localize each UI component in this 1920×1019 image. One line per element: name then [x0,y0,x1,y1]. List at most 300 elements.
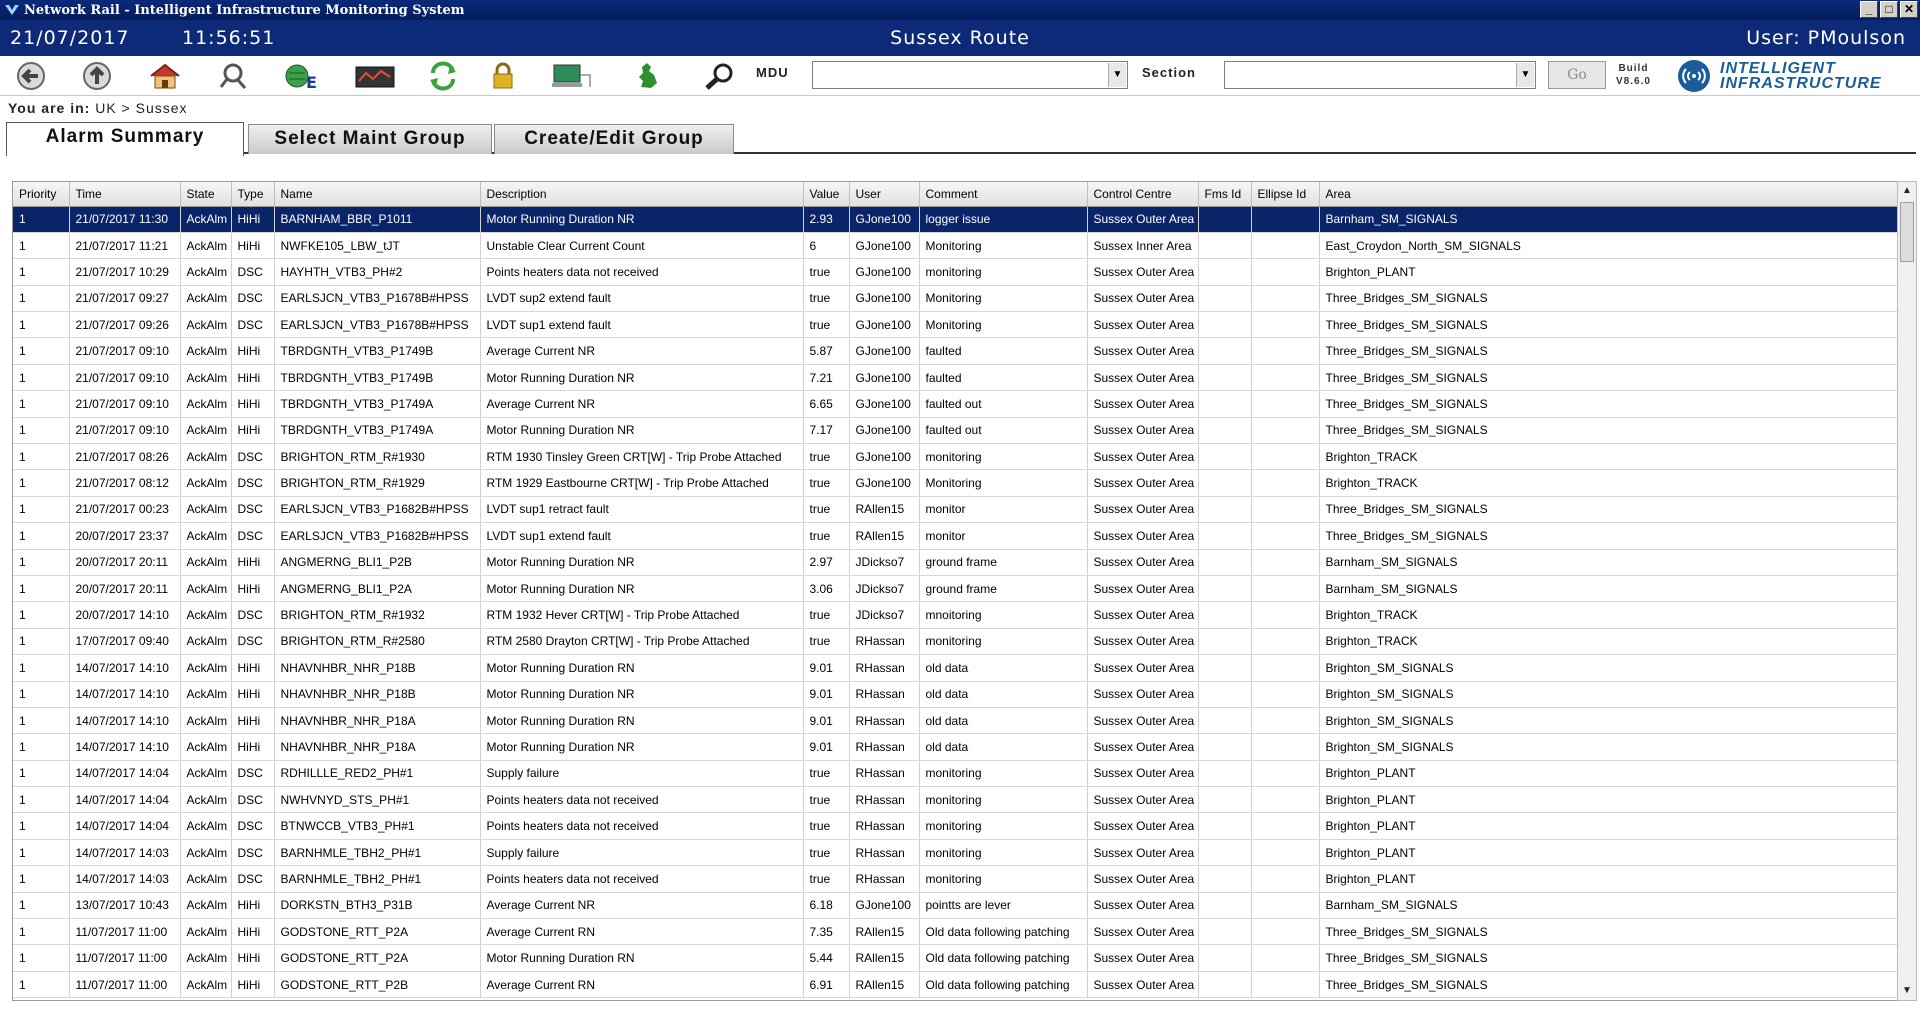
table-cell: 9.01 [803,734,849,760]
table-cell [1251,707,1319,733]
table-row[interactable] [13,338,1897,364]
table-cell: AckAlm [180,312,231,338]
table-cell: Average Current RN [480,971,803,997]
table-cell: HAYHTH_VTB3_PH#2 [274,259,480,285]
table-cell [1251,971,1319,997]
table-cell: Monitoring [919,312,1087,338]
refresh-button[interactable] [420,59,466,93]
table-cell: Sussex Outer Area [1087,602,1198,628]
table-cell: AckAlm [180,919,231,945]
table-cell: AckAlm [180,892,231,918]
table-cell: AckAlm [180,839,231,865]
table-cell: 7.35 [803,919,849,945]
table-cell: RTM 1929 Eastbourne CRT[W] - Trip Probe Attached [480,470,803,496]
table-cell: RTM 1932 Hever CRT[W] - Trip Probe Attached [480,602,803,628]
table-cell: 1 [13,919,69,945]
table-row[interactable] [13,496,1897,522]
table-cell [1198,971,1251,997]
table-cell: ground frame [919,549,1087,575]
table-row[interactable] [13,892,1897,918]
table-cell: GODSTONE_RTT_P2A [274,919,480,945]
table-cell: Brighton_SM_SIGNALS [1319,707,1897,733]
tab-select-maint-group[interactable]: Select Maint Group [248,124,492,154]
table-cell: Sussex Outer Area [1087,628,1198,654]
table-cell: HiHi [231,549,274,575]
table-cell: HiHi [231,707,274,733]
table-cell: EARLSJCN_VTB3_P1682B#HPSS [274,496,480,522]
table-cell: 3.06 [803,575,849,601]
table-row[interactable] [13,602,1897,628]
table-cell: Sussex Outer Area [1087,549,1198,575]
table-cell: 1 [13,839,69,865]
table-cell: 1 [13,523,69,549]
table-cell: Old data following patching [919,945,1087,971]
table-cell [1198,655,1251,681]
column-header[interactable]: Fms Id [1198,182,1251,206]
table-cell: RHassan [849,734,919,760]
table-cell: RAllen15 [849,971,919,997]
vertical-scrollbar[interactable] [1897,181,1917,1001]
wrench-icon [215,61,255,91]
table-cell: faulted out [919,391,1087,417]
table-cell: AckAlm [180,285,231,311]
table-cell [1198,417,1251,443]
table-cell [1198,839,1251,865]
logo-line2: INFRASTRUCTURE [1720,75,1882,92]
table-row[interactable] [13,391,1897,417]
table-cell: RAllen15 [849,919,919,945]
table-cell: BARNHMLE_TBH2_PH#1 [274,866,480,892]
column-header[interactable]: User [849,182,919,206]
table-cell: BRIGHTON_RTM_R#2580 [274,628,480,654]
scroll-down-icon[interactable]: ▼ [1902,985,1912,996]
table-cell: Motor Running Duration NR [480,681,803,707]
search-button[interactable] [696,59,742,93]
table-row[interactable] [13,444,1897,470]
table-cell: LVDT sup2 extend fault [480,285,803,311]
scroll-up-icon[interactable]: ▲ [1902,185,1912,196]
table-cell [1198,232,1251,258]
table-cell [1251,470,1319,496]
table-cell [1198,496,1251,522]
table-cell: Three_Bridges_SM_SIGNALS [1319,971,1897,997]
table-cell: AckAlm [180,628,231,654]
table-cell: AckAlm [180,575,231,601]
table-cell: 13/07/2017 10:43 [69,892,180,918]
table-cell: JDickso7 [849,549,919,575]
table-cell: Brighton_PLANT [1319,787,1897,813]
table-cell: Brighton_PLANT [1319,813,1897,839]
table-cell: 1 [13,628,69,654]
table-cell: GJone100 [849,232,919,258]
table-cell: AckAlm [180,206,231,232]
table-cell: true [803,312,849,338]
table-row[interactable] [13,549,1897,575]
table-cell: 7.17 [803,417,849,443]
table-cell: Average Current NR [480,338,803,364]
table-cell [1198,391,1251,417]
table-cell: AckAlm [180,523,231,549]
table-cell: Three_Bridges_SM_SIGNALS [1319,945,1897,971]
table-cell: HiHi [231,206,274,232]
table-cell: 20/07/2017 20:11 [69,549,180,575]
table-cell: AckAlm [180,602,231,628]
table-cell: monitoring [919,866,1087,892]
table-cell: HiHi [231,734,274,760]
ellipse-button[interactable] [280,59,326,93]
mdu-select[interactable] [812,61,1128,89]
column-header[interactable]: State [180,182,231,206]
chevron-down-icon[interactable]: ▼ [1108,63,1126,87]
table-cell: 1 [13,549,69,575]
table-row[interactable] [13,971,1897,997]
chevron-down-icon[interactable]: ▼ [1516,63,1534,87]
table-cell: Average Current NR [480,892,803,918]
section-select[interactable] [1224,61,1536,89]
table-cell: NHAVNHBR_NHR_P18B [274,681,480,707]
table-cell: HiHi [231,655,274,681]
table-cell: 11/07/2017 11:00 [69,919,180,945]
table-cell: Three_Bridges_SM_SIGNALS [1319,364,1897,390]
table-cell: Sussex Outer Area [1087,259,1198,285]
table-cell: DSC [231,813,274,839]
table-cell: DORKSTN_BTH3_P31B [274,892,480,918]
table-row[interactable] [13,259,1897,285]
table-cell: 1 [13,470,69,496]
table-cell: Brighton_PLANT [1319,760,1897,786]
table-cell [1251,259,1319,285]
table-cell: Brighton_SM_SIGNALS [1319,655,1897,681]
table-cell [1251,575,1319,601]
table-cell: Points heaters data not received [480,813,803,839]
table-cell [1198,575,1251,601]
table-row[interactable] [13,945,1897,971]
tab-alarm-summary[interactable]: Alarm Summary [6,122,244,156]
home-icon [145,61,185,91]
table-cell: 7.21 [803,364,849,390]
table-cell: Points heaters data not received [480,787,803,813]
table-cell: 11/07/2017 11:00 [69,971,180,997]
scroll-thumb[interactable] [1900,202,1914,262]
current-date: 21/07/2017 [10,27,130,49]
table-row[interactable] [13,232,1897,258]
table-cell: Sussex Inner Area [1087,232,1198,258]
table-cell [1251,285,1319,311]
table-cell: faulted [919,364,1087,390]
table-cell: 6 [803,232,849,258]
table-row[interactable] [13,760,1897,786]
table-cell: 1 [13,206,69,232]
column-header[interactable]: Type [231,182,274,206]
table-cell: Sussex Outer Area [1087,312,1198,338]
table-cell: DSC [231,285,274,311]
column-header[interactable]: Comment [919,182,1087,206]
table-cell: EARLSJCN_VTB3_P1678B#HPSS [274,312,480,338]
table-cell: true [803,523,849,549]
table-cell: 1 [13,391,69,417]
trend-graph-button[interactable] [352,59,398,93]
table-cell: NHAVNHBR_NHR_P18A [274,734,480,760]
network-button[interactable] [548,59,594,93]
go-button[interactable]: Go [1548,61,1606,89]
table-row[interactable] [13,206,1897,232]
table-cell: AckAlm [180,655,231,681]
table-cell: monitoring [919,760,1087,786]
table-row[interactable] [13,919,1897,945]
table-cell: 1 [13,655,69,681]
table-cell: DSC [231,523,274,549]
table-cell: RHassan [849,655,919,681]
table-cell: Barnham_SM_SIGNALS [1319,892,1897,918]
table-cell: Sussex Outer Area [1087,681,1198,707]
table-cell: true [803,259,849,285]
table-cell [1198,813,1251,839]
table-cell: Motor Running Duration NR [480,575,803,601]
table-cell [1198,523,1251,549]
table-row[interactable] [13,787,1897,813]
table-cell: true [803,285,849,311]
table-cell: Sussex Outer Area [1087,734,1198,760]
minimize-button[interactable]: _ [1860,1,1878,18]
table-cell: ground frame [919,575,1087,601]
table-cell: Brighton_SM_SIGNALS [1319,681,1897,707]
table-cell: Unstable Clear Current Count [480,232,803,258]
table-cell [1198,787,1251,813]
table-cell [1198,206,1251,232]
table-cell: Average Current NR [480,391,803,417]
table-cell: Brighton_TRACK [1319,470,1897,496]
table-cell: Points heaters data not received [480,259,803,285]
table-cell: Sussex Outer Area [1087,523,1198,549]
table-row[interactable] [13,470,1897,496]
table-cell: RTM 1930 Tinsley Green CRT[W] - Trip Probe Attached [480,444,803,470]
signal-waves-icon [1672,59,1716,93]
table-cell [1251,681,1319,707]
table-row[interactable] [13,655,1897,681]
close-button[interactable]: ✕ [1900,1,1918,18]
table-row[interactable] [13,681,1897,707]
column-header[interactable]: Ellipse Id [1251,182,1319,206]
table-cell: JDickso7 [849,575,919,601]
table-cell: RDHILLLE_RED2_PH#1 [274,760,480,786]
table-cell: Sussex Outer Area [1087,919,1198,945]
table-cell: RHassan [849,681,919,707]
table-cell [1198,285,1251,311]
table-cell: AckAlm [180,417,231,443]
table-cell: RAllen15 [849,523,919,549]
table-cell: GODSTONE_RTT_P2B [274,971,480,997]
table-cell: LVDT sup1 extend fault [480,312,803,338]
table-cell: 21/07/2017 09:10 [69,417,180,443]
table-cell: Sussex Outer Area [1087,892,1198,918]
table-cell: 21/07/2017 09:10 [69,391,180,417]
table-cell: 1 [13,575,69,601]
table-cell: Brighton_TRACK [1319,628,1897,654]
table-cell [1198,760,1251,786]
table-cell: 1 [13,971,69,997]
table-cell: Three_Bridges_SM_SIGNALS [1319,496,1897,522]
table-cell [1251,444,1319,470]
table-cell: 1 [13,444,69,470]
home-button[interactable] [142,59,188,93]
table-cell [1198,549,1251,575]
table-cell: faulted [919,338,1087,364]
table-cell: Monitoring [919,470,1087,496]
table-cell: logger issue [919,206,1087,232]
table-cell: 21/07/2017 11:21 [69,232,180,258]
table-row[interactable] [13,628,1897,654]
table-cell: DSC [231,470,274,496]
table-cell: 21/07/2017 09:27 [69,285,180,311]
table-cell: Motor Running Duration NR [480,206,803,232]
trend-graph-icon [354,61,396,91]
table-cell: 6.91 [803,971,849,997]
table-cell: faulted out [919,417,1087,443]
table-row[interactable] [13,285,1897,311]
table-cell: 9.01 [803,681,849,707]
alarm-settings-button[interactable] [212,59,258,93]
table-cell: GJone100 [849,285,919,311]
breadcrumb-prefix: You are in: [8,100,91,116]
table-cell [1198,259,1251,285]
table-row[interactable] [13,575,1897,601]
table-cell: Sussex Outer Area [1087,760,1198,786]
table-cell: Sussex Outer Area [1087,866,1198,892]
table-cell: AckAlm [180,232,231,258]
table-row[interactable] [13,734,1897,760]
table-cell: old data [919,707,1087,733]
table-cell: 1 [13,707,69,733]
toolbar [0,56,1920,96]
table-row[interactable] [13,523,1897,549]
lock-button[interactable] [480,59,526,93]
table-cell [1198,364,1251,390]
table-cell: Three_Bridges_SM_SIGNALS [1319,417,1897,443]
table-cell: GJone100 [849,364,919,390]
table-row[interactable] [13,417,1897,443]
table-cell [1198,707,1251,733]
table-row[interactable] [13,364,1897,390]
table-cell: GJone100 [849,391,919,417]
column-header[interactable]: Description [480,182,803,206]
table-cell [1251,417,1319,443]
table-cell: Sussex Outer Area [1087,470,1198,496]
table-cell: Sussex Outer Area [1087,391,1198,417]
table-cell: GJone100 [849,444,919,470]
table-cell: Sussex Outer Area [1087,417,1198,443]
table-cell: HiHi [231,945,274,971]
map-button[interactable] [624,59,670,93]
breadcrumb-path: UK > Sussex [95,100,188,116]
table-cell: DSC [231,839,274,865]
table-cell: HiHi [231,892,274,918]
table-cell: Barnham_SM_SIGNALS [1319,575,1897,601]
table-cell: GODSTONE_RTT_P2A [274,945,480,971]
table-cell: 1 [13,892,69,918]
table-cell: AckAlm [180,760,231,786]
column-header[interactable]: Priority [13,182,69,206]
table-cell: Sussex Outer Area [1087,971,1198,997]
table-cell: Brighton_PLANT [1319,866,1897,892]
app-icon [4,3,20,17]
table-cell: HiHi [231,919,274,945]
column-header[interactable]: Name [274,182,480,206]
table-cell [1198,892,1251,918]
table-cell: LVDT sup1 extend fault [480,523,803,549]
table-cell: AckAlm [180,470,231,496]
table-cell: old data [919,681,1087,707]
table-cell: GJone100 [849,312,919,338]
table-cell: monitoring [919,839,1087,865]
table-cell: 14/07/2017 14:10 [69,681,180,707]
table-cell: NWFKE105_LBW_tJT [274,232,480,258]
table-cell: BRIGHTON_RTM_R#1930 [274,444,480,470]
table-cell: Sussex Outer Area [1087,496,1198,522]
table-cell [1251,602,1319,628]
table-row[interactable] [13,839,1897,865]
table-cell: Three_Bridges_SM_SIGNALS [1319,285,1897,311]
table-cell [1251,734,1319,760]
table-cell [1198,602,1251,628]
table-cell: 1 [13,681,69,707]
column-header[interactable]: Area [1319,182,1897,206]
table-cell: monitoring [919,444,1087,470]
table-cell: Motor Running Duration RN [480,655,803,681]
table-cell [1198,945,1251,971]
table-cell: Old data following patching [919,919,1087,945]
window-title: Network Rail - Intelligent Infrastructure Monitoring System [24,2,465,18]
table-cell: DSC [231,628,274,654]
column-header[interactable]: Value [803,182,849,206]
breadcrumb [8,100,188,116]
table-cell: DSC [231,259,274,285]
table-cell: AckAlm [180,681,231,707]
table-cell: Brighton_SM_SIGNALS [1319,734,1897,760]
globe-e-icon [283,61,323,91]
up-button[interactable] [74,59,120,93]
table-cell: 21/07/2017 09:26 [69,312,180,338]
table-cell: AckAlm [180,444,231,470]
table-cell: 2.97 [803,549,849,575]
back-button[interactable] [8,59,54,93]
table-cell [1251,655,1319,681]
table-cell: Sussex Outer Area [1087,839,1198,865]
table-row[interactable] [13,813,1897,839]
table-cell: Motor Running Duration NR [480,734,803,760]
column-header[interactable]: Time [69,182,180,206]
table-cell: 1 [13,232,69,258]
table-cell: AckAlm [180,259,231,285]
table-cell: AckAlm [180,338,231,364]
tab-create-edit-group[interactable]: Create/Edit Group [494,124,734,154]
table-cell: TBRDGNTH_VTB3_P1749B [274,338,480,364]
maximize-button[interactable]: □ [1880,1,1898,18]
table-cell: HiHi [231,417,274,443]
table-cell: monitor [919,523,1087,549]
table-cell: Monitoring [919,285,1087,311]
user-name: User: PMoulson [1746,27,1906,49]
table-cell: HiHi [231,391,274,417]
table-cell [1198,919,1251,945]
table-cell [1251,312,1319,338]
table-row[interactable] [13,866,1897,892]
column-header[interactable]: Control Centre [1087,182,1198,206]
table-row[interactable] [13,312,1897,338]
table-row[interactable] [13,707,1897,733]
current-time: 11:56:51 [182,27,276,49]
table-cell: LVDT sup1 retract fault [480,496,803,522]
table-cell: DSC [231,496,274,522]
